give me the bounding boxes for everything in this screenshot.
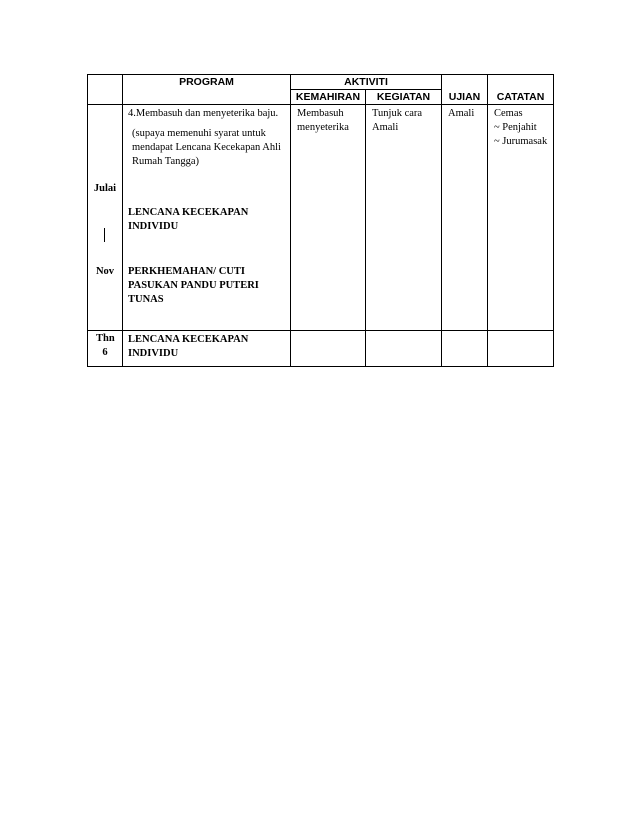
kegiatan-text: Tunjuk cara Amali [372,108,423,133]
catatan-line: Cemas [494,108,523,119]
header-catatan: CATATAN [488,90,554,105]
ujian-cell [442,331,488,367]
month-end: Nov [95,266,115,277]
catatan-line: ~ Penjahit [494,122,537,133]
header-program-bottom [123,90,291,105]
catatan-cell [488,105,554,331]
program-heading-perkhemahan: PERKHEMAHAN/ CUTI PASUKAN PANDU PUTERI TUNAS [128,266,259,305]
period-cell: Thn 6 [88,331,123,367]
header-ujian: UJIAN [442,90,488,105]
ujian-cell [442,105,488,331]
kegiatan-cell [366,105,442,331]
header-kemahiran: KEMAHIRAN [291,90,366,105]
month-separator [104,228,105,242]
kemahiran-cell [291,105,366,331]
header-row-2 [88,90,554,105]
catatan-cell [488,331,554,367]
activity-schedule-table [87,74,554,367]
kemahiran-text: Membasuh menyeterika [297,108,349,133]
header-ujian-top [442,75,488,90]
header-kegiatan: KEGIATAN [366,90,442,105]
header-month-cell [88,75,123,105]
kemahiran-cell [291,331,366,367]
header-row-1 [88,75,554,90]
header-catatan-top [488,75,554,90]
program-cell [123,105,291,331]
header-aktiviti: AKTIVITI [291,75,442,90]
month-range-cell [88,105,123,331]
kegiatan-cell [366,331,442,367]
program-item: 4.Membasuh dan menyeterika baju. [128,108,279,119]
program-note: (supaya memenuhi syarat untuk mendapat Lencana Kecekapan Ahli Rumah Tangga) [132,128,281,167]
month-start: Julai [93,183,117,194]
table-row [88,105,554,331]
catatan-line: ~ Jurumasak [494,136,548,147]
table-row [88,331,554,367]
program-cell [123,331,291,367]
program-heading-individu: LENCANA KECEKAPAN INDIVIDU [128,334,249,359]
ujian-text: Amali [448,108,475,119]
header-program: PROGRAM [123,75,291,90]
program-heading-individu: LENCANA KECEKAPAN INDIVIDU [128,207,249,232]
